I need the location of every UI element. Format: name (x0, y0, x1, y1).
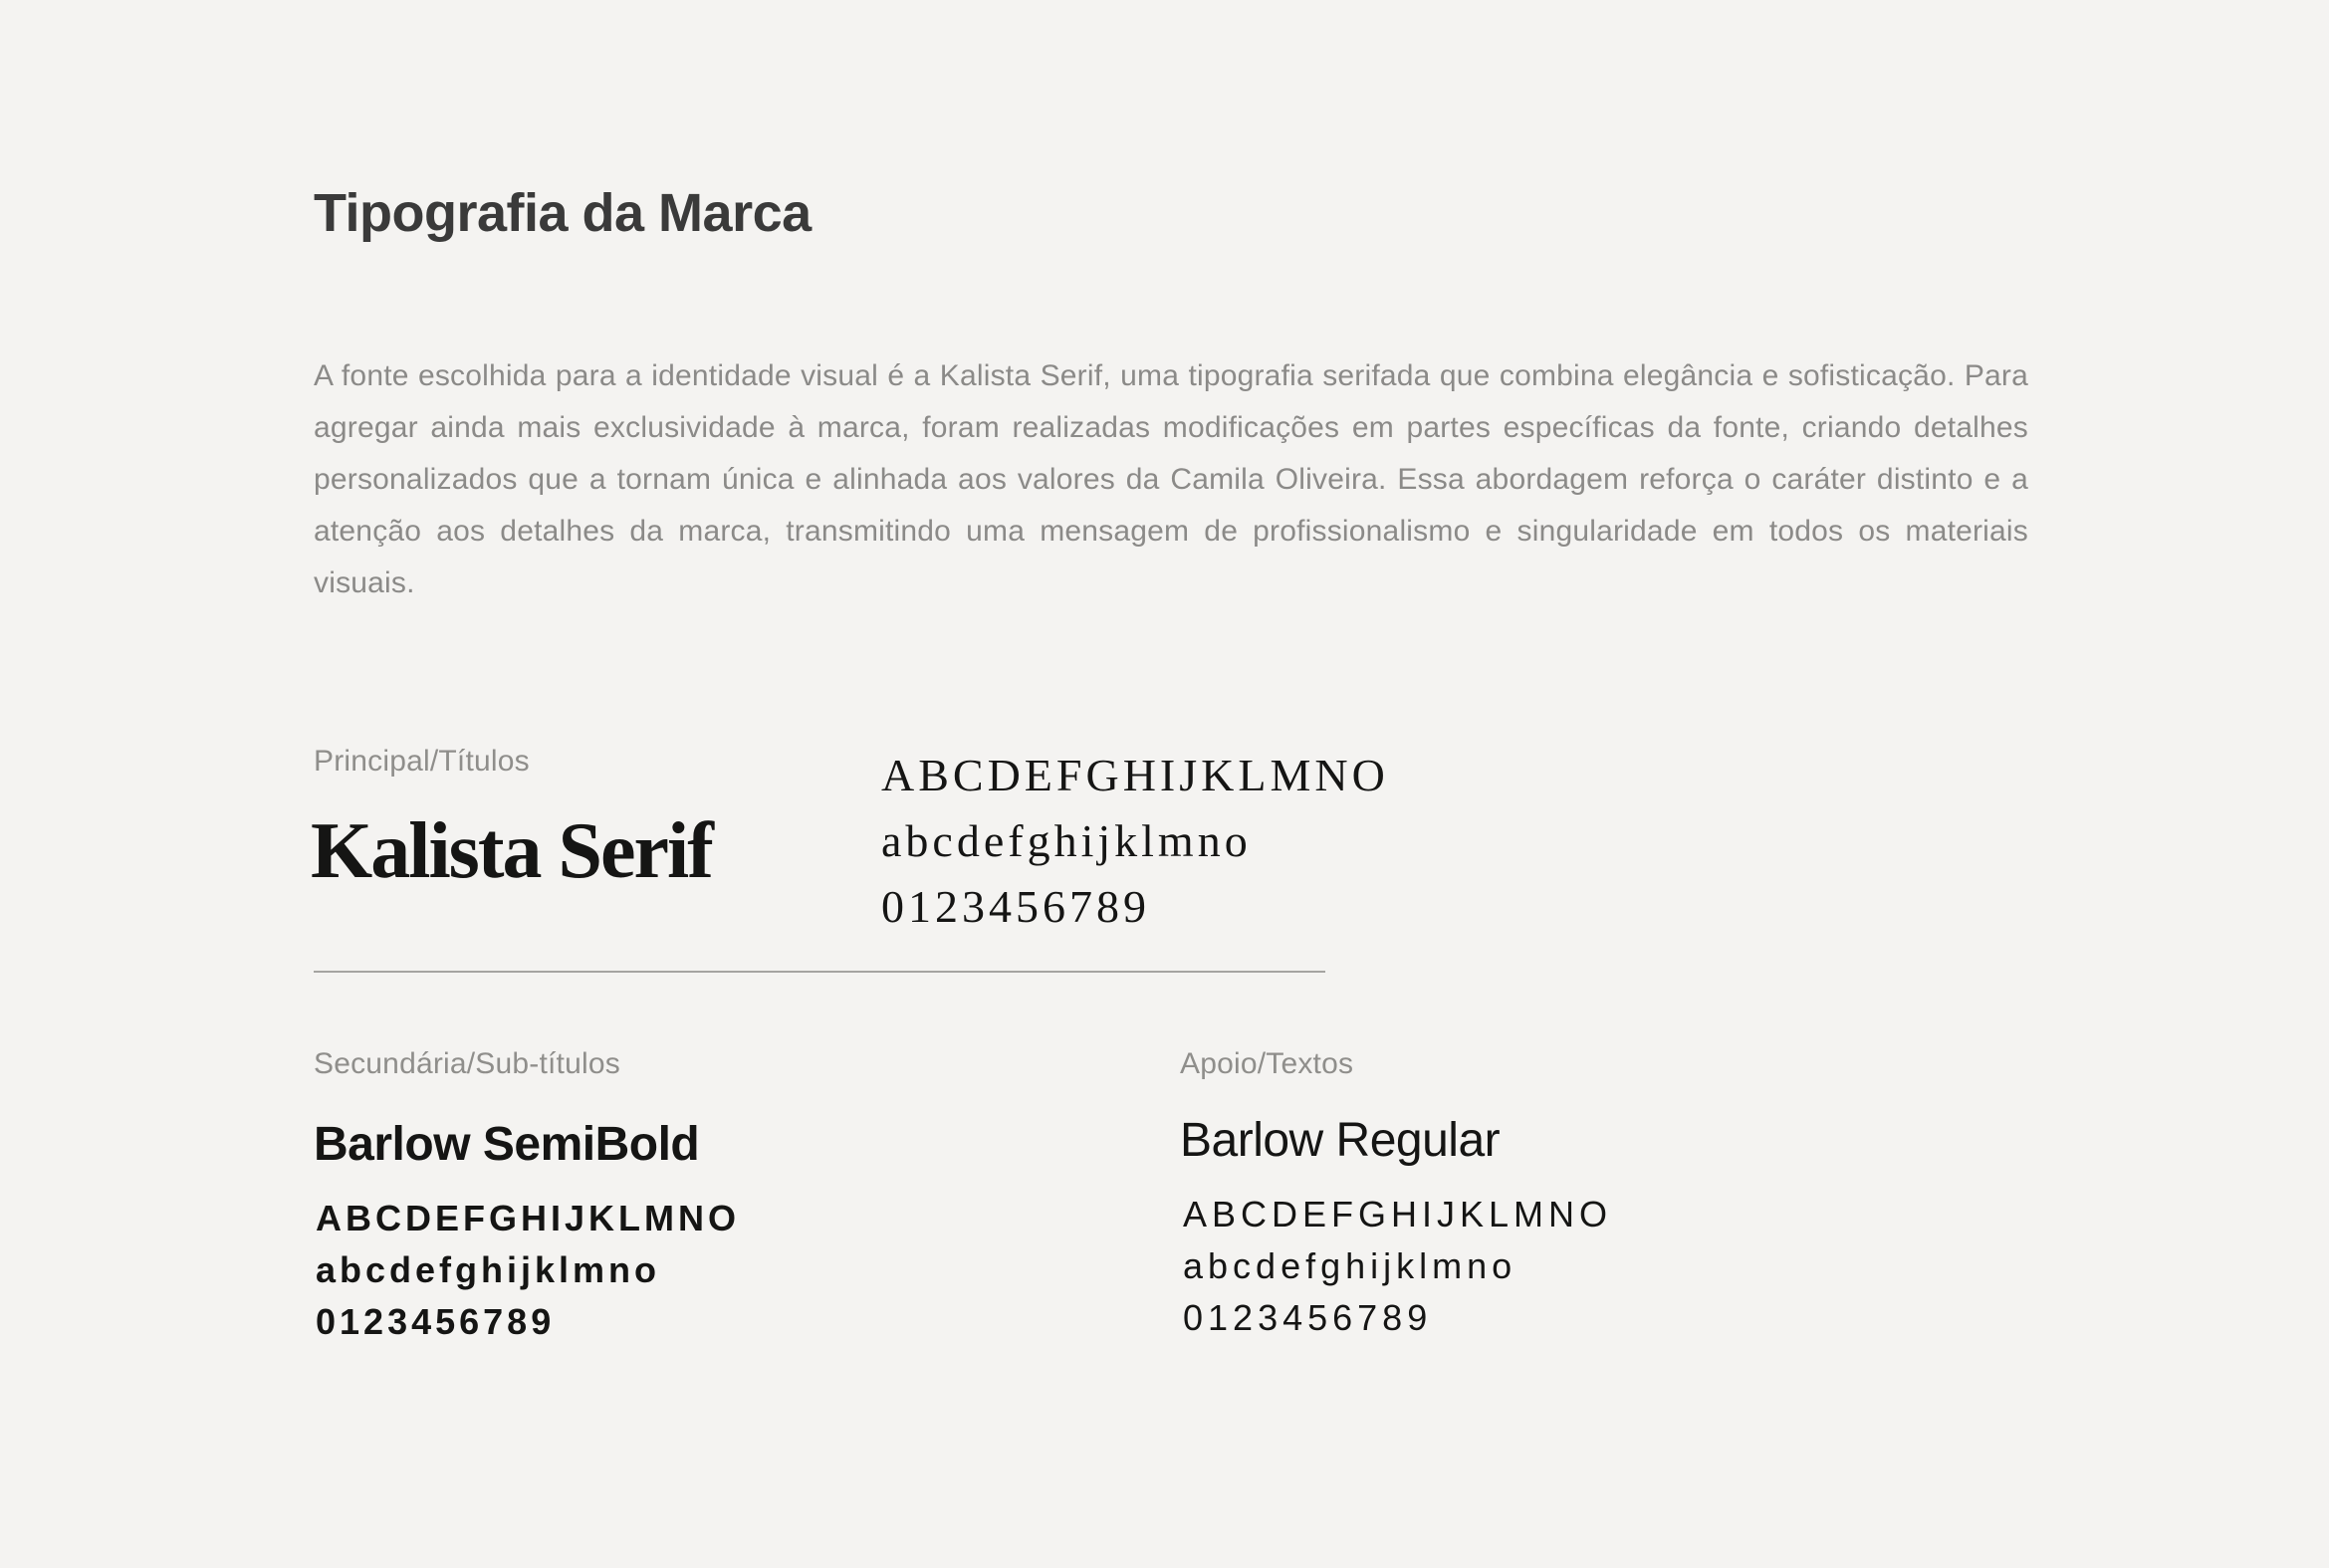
principal-font-name: Kalista Serif (311, 807, 712, 895)
secondary-section-label: Secundária/Sub-títulos (314, 1047, 620, 1080)
principal-specimen-lowercase: abcdefghijklmno (881, 815, 1252, 866)
support-specimen (1183, 1189, 1612, 1344)
principal-specimen (881, 743, 1389, 940)
support-specimen-uppercase: ABCDEFGHIJKLMNO (1183, 1194, 1613, 1234)
secondary-specimen (316, 1193, 740, 1348)
secondary-specimen-uppercase: ABCDEFGHIJKLMNO (316, 1198, 740, 1238)
secondary-specimen-digits: 0123456789 (316, 1301, 556, 1342)
section-divider (314, 971, 1325, 973)
support-specimen-lowercase: abcdefghijklmno (1183, 1245, 1517, 1286)
principal-section-label: Principal/Títulos (314, 745, 530, 778)
intro-paragraph: A fonte escolhida para a identidade visual é a Kalista Serif, uma tipografia serifada que combina elegância e sofisticação. Para agregar ainda mais exclusividade à marca, foram realizadas modificações em partes específicas da fonte, criando detalhes personalizados que a tornam única e alinhada aos valores da Camila Oliveira. Essa abordagem reforça o caráter distinto e a atenção aos detalhes da marca, transmitindo uma mensagem de profissionalismo e singularidade em todos os materiais visuais. (314, 359, 2028, 599)
secondary-specimen-lowercase: abcdefghijklmno (316, 1249, 661, 1290)
secondary-font-name: Barlow SemiBold (314, 1118, 700, 1171)
principal-specimen-uppercase: ABCDEFGHIJKLMNO (881, 750, 1389, 800)
support-font-name: Barlow Regular (1180, 1114, 1501, 1167)
support-specimen-digits: 0123456789 (1183, 1297, 1433, 1338)
page-title: Tipografia da Marca (314, 183, 812, 243)
principal-specimen-digits: 0123456789 (881, 881, 1150, 932)
support-section-label: Apoio/Textos (1180, 1047, 1354, 1080)
